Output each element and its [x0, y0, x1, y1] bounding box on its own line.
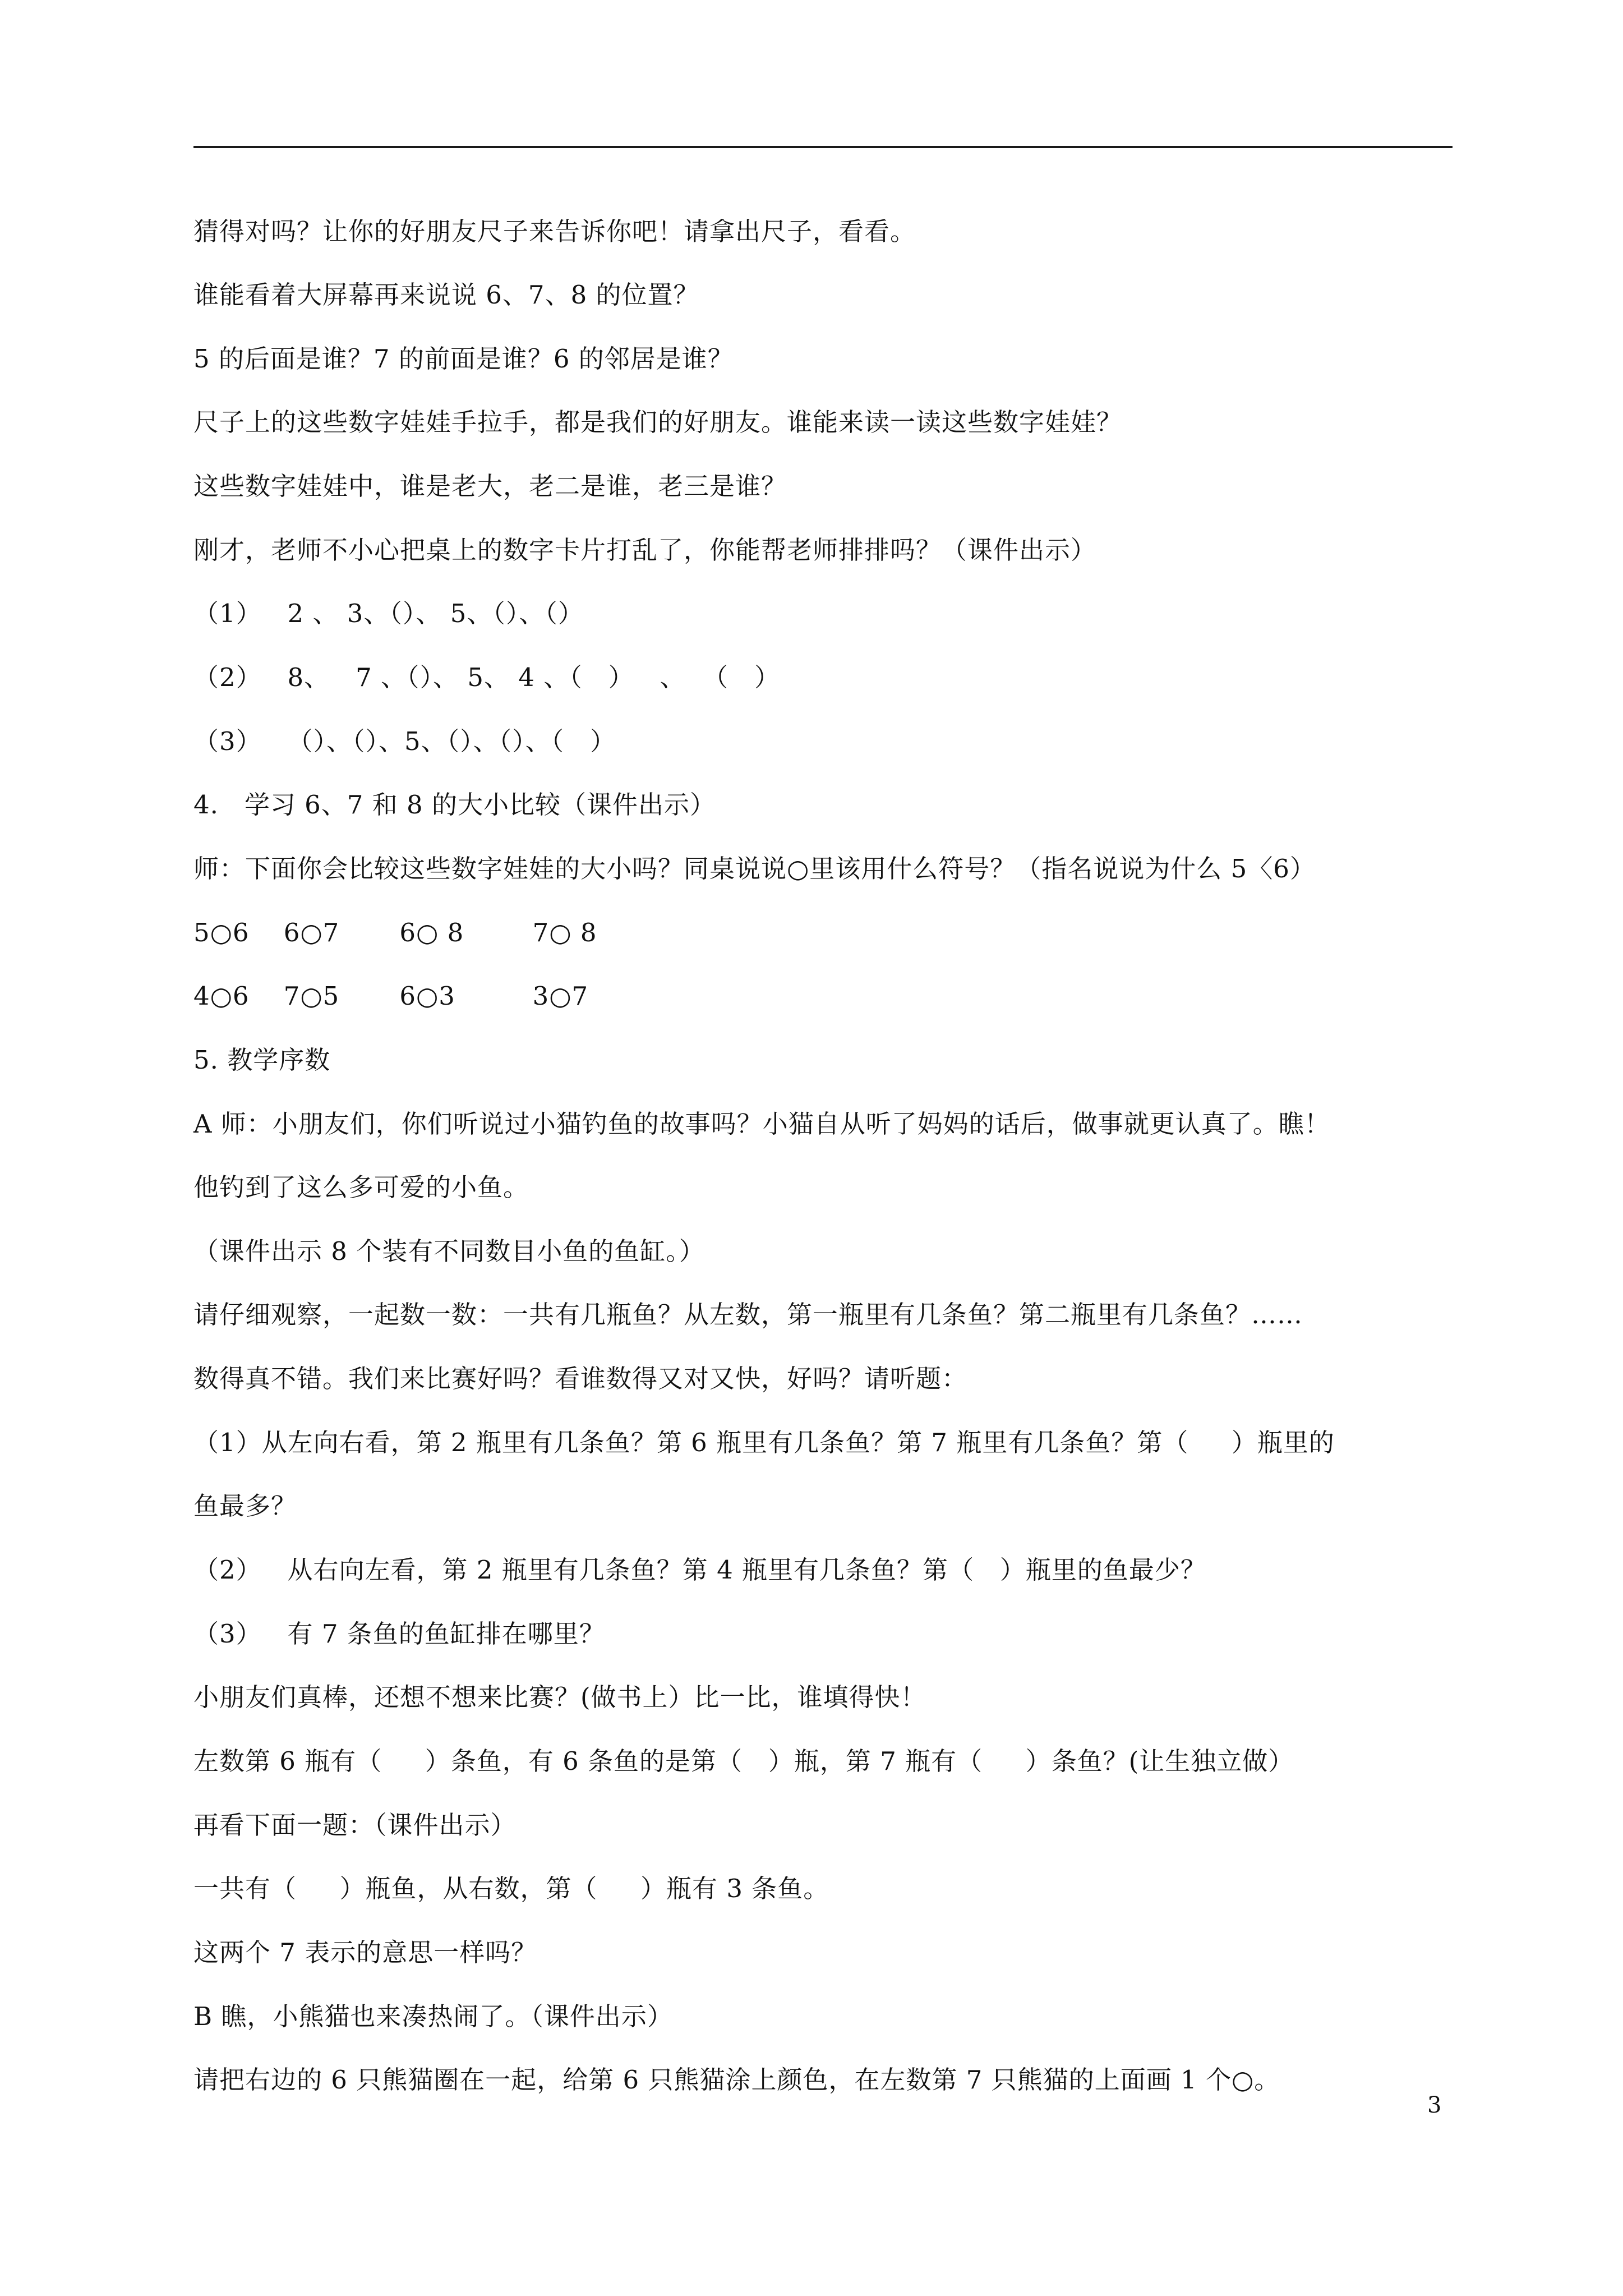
text-line: 请仔细观察，一起数一数：一共有几瓶鱼？从左数，第一瓶里有几条鱼？第二瓶里有几条鱼？…… [193, 1300, 1303, 1329]
text-line: 他钓到了这么多可爱的小鱼。 [193, 1172, 529, 1202]
header-rule [193, 146, 1453, 148]
text-line: 谁能看着大屏幕再来说说 6、7、8 的位置？ [193, 280, 699, 310]
text-line: 这两个 7 表示的意思一样吗？ [193, 1938, 537, 1967]
text-line: 师：下面你会比较这些数字娃娃的大小吗？同桌说说○里该用什么符号？（指名说说为什么 5〈6） [193, 854, 1316, 884]
text-line: 5. 教学序数 [193, 1045, 331, 1075]
text-line: 这些数字娃娃中，谁是老大，老二是谁，老三是谁？ [193, 471, 787, 501]
text-line: （课件出示 8 个装有不同数目小鱼的鱼缸。） [193, 1236, 705, 1266]
text-line: （1） 2 、 3、（）、 5、（）、（） [193, 599, 584, 628]
text-line: 4○6 7○5 6○3 3○7 [193, 981, 589, 1011]
text-line: 数得真不错。我们来比赛好吗？看谁数得又对又快，好吗？请听题： [193, 1364, 968, 1393]
text-line: （2） 8、 7 、（）、 5、 4 、（ ） 、 （ ） [193, 662, 781, 692]
text-line: 尺子上的这些数字娃娃手拉手，都是我们的好朋友。谁能来读一读这些数字娃娃？ [193, 407, 1123, 437]
page-number: 3 [1427, 2092, 1442, 2118]
text-line: 5○6 6○7 6○ 8 7○ 8 [193, 918, 597, 947]
text-line: 4. 学习 6、7 和 8 的大小比较（课件出示） [193, 790, 716, 820]
text-line: 鱼最多？ [193, 1491, 297, 1521]
text-line: 再看下面一题：（课件出示） [193, 1810, 517, 1840]
text-line: 请把右边的 6 只熊猫圈在一起，给第 6 只熊猫涂上颜色，在左数第 7 只熊猫的上面画 1 个○。 [193, 2065, 1280, 2095]
text-line: （3） 有 7 条鱼的鱼缸排在哪里？ [193, 1619, 605, 1649]
text-line: A 师：小朋友们，你们听说过小猫钓鱼的故事吗？小猫自从听了妈妈的话后，做事就更认真了。瞧！ [193, 1109, 1330, 1139]
text-line: B 瞧，小熊猫也来凑热闹了。（课件出示） [193, 2001, 673, 2031]
text-line: 左数第 6 瓶有（ ）条鱼，有 6 条鱼的是第（ ）瓶，第 7 瓶有（ ）条鱼？(让生独立做） [193, 1746, 1294, 1776]
text-line: 刚才，老师不小心把桌上的数字卡片打乱了，你能帮老师排排吗？（课件出示） [193, 535, 1097, 565]
text-line: 猜得对吗？让你的好朋友尺子来告诉你吧！请拿出尺子，看看。 [193, 217, 916, 246]
text-line: 一共有（ ）瓶鱼，从右数，第（ ）瓶有 3 条鱼。 [193, 1874, 829, 1903]
text-line: 小朋友们真棒，还想不想来比赛？(做书上）比一比，谁填得快！ [193, 1682, 926, 1712]
text-line: （3） （）、（）、5、（）、（）、（ ） [193, 726, 616, 756]
text-line: （2） 从右向左看，第 2 瓶里有几条鱼？第 4 瓶里有几条鱼？第（ ）瓶里的鱼最少？ [193, 1555, 1206, 1585]
text-line: （1）从左向右看，第 2 瓶里有几条鱼？第 6 瓶里有几条鱼？第 7 瓶里有几条鱼？第（ ）瓶里的 [193, 1428, 1335, 1457]
text-line: 5 的后面是谁？7 的前面是谁？6 的邻居是谁？ [193, 344, 734, 374]
